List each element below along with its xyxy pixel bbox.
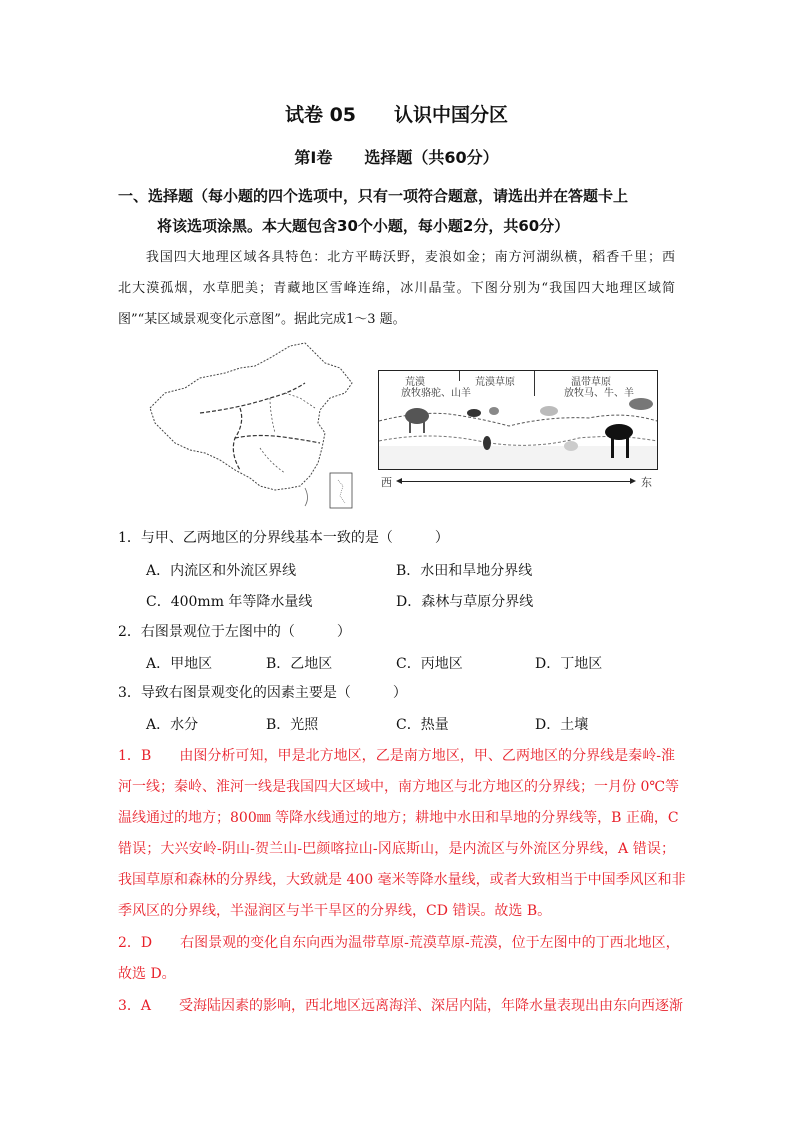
activity-label-east: 放牧马、牛、羊	[564, 388, 634, 399]
answer-1-line: 季风区的分界线，半湿润区与半干旱区的分界线，CD 错误。故选 B。	[118, 903, 552, 919]
intro-line-1: 我国四大地理区域各具特色：北方平畴沃野，麦浪如金；南方河湖纵横，稻香千里；西	[118, 250, 675, 265]
q1-option-c[interactable]: C．400mm 年等降水量线	[146, 594, 313, 610]
question-3-stem: 3．导致右图景观变化的因素主要是（ ）	[118, 685, 407, 701]
q2-option-b[interactable]: B．乙地区	[266, 656, 333, 672]
q1-option-b[interactable]: B．水田和旱地分界线	[396, 563, 533, 579]
question-2-stem: 2．右图景观位于左图中的（ ）	[118, 624, 351, 640]
china-regions-map	[140, 338, 365, 513]
zone-label-temperate-steppe: 温带草原	[571, 377, 611, 388]
q2-option-d[interactable]: D．丁地区	[535, 656, 603, 672]
q3-option-c[interactable]: C．热量	[396, 717, 449, 733]
activity-label-west: 放牧骆驼、山羊	[401, 388, 471, 399]
answer-2-line: 故选 D。	[118, 966, 176, 982]
paper-title: 试卷 05 认识中国分区	[284, 104, 509, 126]
east-label: 东	[641, 476, 652, 489]
q3-option-d[interactable]: D．土壤	[535, 717, 589, 733]
intro-line-2: 北大漠孤烟，水草肥美；青藏地区雪峰连绵，冰川晶莹。下图分别为“我国四大地理区域简	[118, 281, 675, 296]
section-heading-line2: 将该选项涂黑。本大题包含30个小题，每小题2分，共60分）	[157, 217, 570, 235]
zone-label-desert-steppe: 荒漠草原	[475, 377, 515, 388]
q3-option-a[interactable]: A．水分	[146, 717, 199, 733]
west-label: 西	[381, 476, 392, 489]
answer-1-line: 温线通过的地方；800㎜ 等降水线通过的地方；耕地中水田和旱地的分界线等，B 正确，C	[118, 810, 679, 826]
answer-3-line: 3．A 受海陆因素的影响，西北地区远离海洋、深居内陆，年降水量表现出由东向西逐渐	[118, 998, 684, 1014]
question-1-stem: 1．与甲、乙两地区的分界线基本一致的是（ ）	[118, 530, 449, 546]
part-title: 第Ⅰ卷 选择题（共60分）	[294, 148, 499, 167]
q1-option-a[interactable]: A．内流区和外流区界线	[146, 563, 297, 579]
landscape-change-diagram	[378, 370, 658, 470]
answer-1-line: 错误；大兴安岭-阴山-贺兰山-巴颜喀拉山-冈底斯山，是内流区与外流区分界线，A 错误；	[118, 841, 675, 857]
answer-2-line: 2．D 右图景观的变化自东向西为温带草原-荒漠草原-荒漠，位于左图中的丁西北地区，	[118, 935, 680, 951]
intro-line-3: 图”“某区域景观变化示意图”。据此完成1～3 题。	[118, 312, 406, 327]
landscape-illustration	[379, 396, 657, 469]
q2-option-a[interactable]: A．甲地区	[146, 656, 213, 672]
answer-1-line: 我国草原和森林的分界线，大致就是 400 毫米等降水量线，或者大致相当于中国季风区和非	[118, 872, 686, 888]
answer-1-line: 河一线；秦岭、淮河一线是我国四大区域中，南方地区与北方地区的分界线；一月份 0℃等	[118, 779, 680, 795]
q1-option-d[interactable]: D．森林与草原分界线	[396, 594, 534, 610]
section-heading-line1: 一、选择题（每小题的四个选项中，只有一项符合题意，请选出并在答题卡上	[118, 187, 629, 205]
west-east-axis	[378, 474, 668, 490]
q2-option-c[interactable]: C．丙地区	[396, 656, 463, 672]
zone-label-desert: 荒漠	[405, 377, 425, 388]
answer-1-line: 1．B 由图分析可知，甲是北方地区，乙是南方地区，甲、乙两地区的分界线是秦岭-淮	[118, 748, 675, 764]
q3-option-b[interactable]: B．光照	[266, 717, 319, 733]
